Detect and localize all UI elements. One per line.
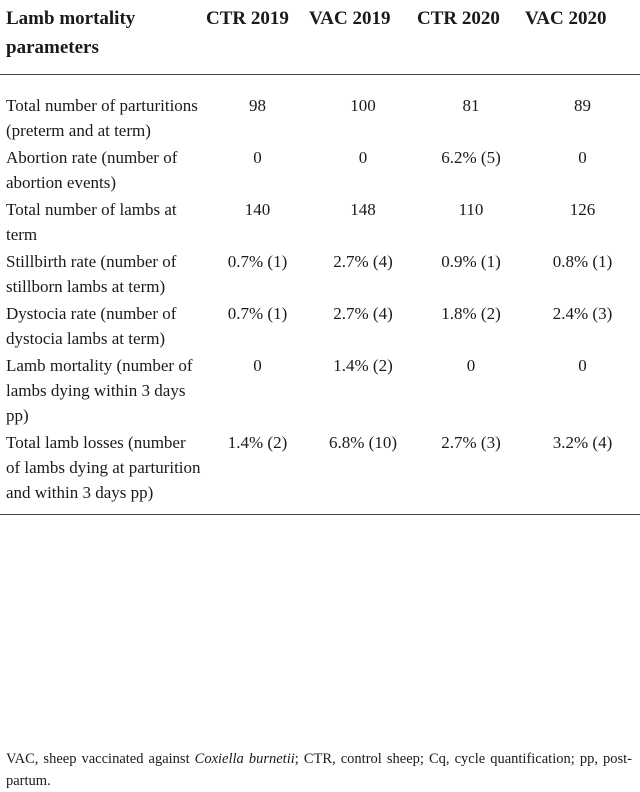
header-row	[0, 0, 640, 75]
cell-value: 81	[462, 96, 480, 115]
cell-value: 89	[574, 96, 591, 115]
cell-value: 110	[458, 200, 484, 219]
row-label: Lamb mortality (number of lambs dying within 3 days pp)	[6, 356, 193, 425]
row-label: Dystocia rate (number of dystocia lambs at term)	[6, 304, 177, 348]
header-ctr-2019: CTR 2019	[206, 0, 309, 75]
cell-value: 0.8% (1)	[552, 252, 613, 271]
cell-value: 0	[578, 148, 587, 167]
cell-value: 140	[244, 200, 271, 219]
cell-value: 0.9% (1)	[441, 252, 501, 271]
cell-value: 3.2% (4)	[552, 433, 613, 452]
cell-value: 1.8% (2)	[441, 304, 501, 323]
table-row	[0, 197, 640, 249]
footnote-text-2: ; CTR, control sheep; Cq, cycle quantification; pp, post-partum.	[6, 750, 632, 789]
cell-value: 126	[569, 200, 596, 219]
cell-value: 0.7% (1)	[227, 304, 288, 323]
header-vac-2019: VAC 2019	[309, 0, 417, 75]
header-parameter: Lamb mortality parameters	[0, 0, 206, 75]
cell-value: 6.2% (5)	[441, 148, 501, 167]
cell-value: 6.8% (10)	[329, 433, 397, 452]
cell-value: 148	[350, 200, 376, 219]
table-row	[0, 249, 640, 301]
cell-value: 2.7% (3)	[441, 433, 501, 452]
table-row	[0, 353, 640, 430]
cell-value: 0	[253, 356, 262, 375]
table-row	[0, 75, 640, 146]
footnote-text-1: VAC, sheep vaccinated against	[6, 750, 195, 767]
table-row	[0, 430, 640, 515]
row-label: Total number of parturitions (preterm and at term)	[6, 96, 198, 140]
cell-value: 2.7% (4)	[333, 304, 393, 323]
row-label: Stillbirth rate (number of stillborn lambs at term)	[6, 252, 177, 296]
row-label: Abortion rate (number of abortion events)	[6, 148, 178, 192]
cell-value: 98	[249, 96, 266, 115]
table-footnote	[6, 748, 632, 792]
cell-value: 0	[466, 356, 476, 375]
cell-value: 1.4% (2)	[227, 433, 288, 452]
cell-value: 0	[578, 356, 587, 375]
cell-value: 100	[350, 96, 376, 115]
cell-value: 1.4% (2)	[333, 356, 393, 375]
table-row	[0, 301, 640, 353]
cell-value: 0	[253, 148, 262, 167]
cell-value: 2.4% (3)	[552, 304, 613, 323]
cell-value: 0	[358, 148, 368, 167]
footnote-species-name: Coxiella burnetii	[194, 750, 295, 767]
cell-value: 2.7% (4)	[333, 252, 393, 271]
cell-value: 0.7% (1)	[227, 252, 288, 271]
table-row	[0, 145, 640, 197]
header-ctr-2020: CTR 2020	[417, 0, 525, 75]
row-label: Total lamb losses (number of lambs dying at parturition and within 3 days pp)	[6, 433, 201, 502]
header-vac-2020: VAC 2020	[525, 0, 640, 75]
row-label: Total number of lambs at term	[6, 200, 177, 244]
